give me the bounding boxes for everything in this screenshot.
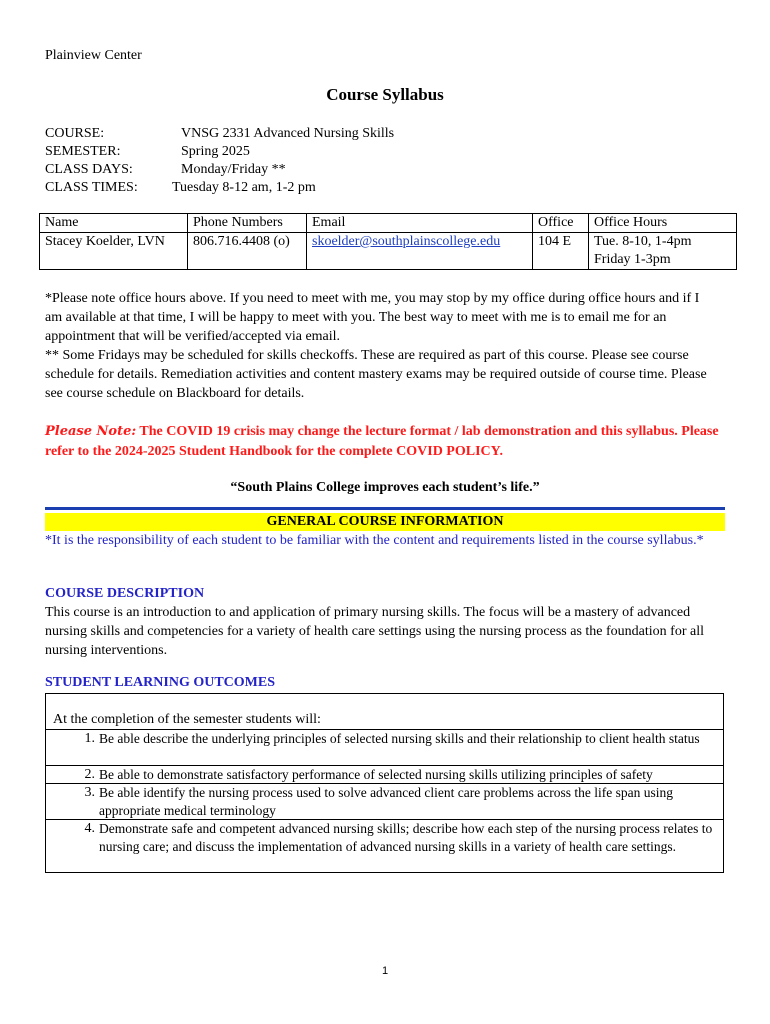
college-motto: “South Plains College improves each student’s life.”: [230, 480, 540, 495]
hours-line-1: Tue. 8-10, 1-4pm: [594, 234, 692, 249]
outcome-number: 3.: [84, 785, 95, 800]
page-title: Course Syllabus: [326, 85, 444, 104]
class-days-label: CLASS DAYS:: [45, 162, 133, 177]
covid-notice: [45, 422, 735, 462]
header-office: Office: [533, 214, 589, 233]
general-info-note: *It is the responsibility of each student to be familiar with the content and requirements listed in the course syllabus.*: [45, 533, 704, 548]
org-name: Plainview Center: [45, 48, 142, 63]
table-header-row: [40, 214, 737, 233]
semester-value: Spring 2025: [181, 144, 250, 159]
outcome-number: 2.: [84, 767, 95, 782]
instructor-email-link[interactable]: skoelder@southplainscollege.edu: [312, 234, 501, 249]
list-item: [45, 729, 724, 765]
course-description-heading: COURSE DESCRIPTION: [45, 586, 205, 601]
table-row: [40, 233, 737, 270]
outcome-number: 1.: [84, 731, 95, 746]
list-item: [45, 783, 724, 819]
class-days-value: Monday/Friday **: [181, 162, 286, 177]
course-value: VNSG 2331 Advanced Nursing Skills: [181, 126, 395, 141]
semester-label: SEMESTER:: [45, 144, 121, 159]
fridays-note: ** Some Fridays may be scheduled for skills checkoffs. These are required as part of this course. Please see course schedule for details. Remediation activities and content mastery exams may be required outside of course time. Please see course schedule on Blackboard for details.: [45, 348, 707, 401]
outcome-number: 4.: [84, 821, 95, 836]
course-label: COURSE:: [45, 126, 105, 141]
section-divider: [45, 507, 725, 510]
outcome-text: Be able to demonstrate satisfactory performance of selected nursing skills utilizing principles of safety: [99, 767, 653, 782]
covid-lead: Please Note:: [45, 424, 137, 439]
list-item: [45, 819, 724, 873]
page-number: 1: [381, 965, 389, 977]
outcome-text: Be able identify the nursing process used to solve advanced client care problems across the life span using appropriate medical terminology: [99, 785, 673, 818]
header-office-hours: Office Hours: [589, 214, 737, 233]
instructor-phone: 806.716.4408 (o): [188, 233, 307, 270]
instructor-name: Stacey Koelder, LVN: [40, 233, 188, 270]
header-phone: Phone Numbers: [188, 214, 307, 233]
contact-table: [39, 213, 737, 270]
list-item: [45, 765, 724, 783]
learning-outcomes-intro: At the completion of the semester students will:: [53, 712, 321, 727]
instructor-office: 104 E: [533, 233, 589, 270]
covid-text: The COVID 19 crisis may change the lecture format / lab demonstration and this syllabus. Please refer to the 2024-2025 Student Handbook for the complete COVID POLICY.: [45, 424, 719, 459]
hours-line-2: Friday 1-3pm: [594, 252, 671, 267]
instructor-email-cell: [307, 233, 533, 270]
office-hours-note: *Please note office hours above. If you need to meet with me, you may stop by my office during office hours and if I am available at that time, I will be happy to meet with you. The best way to meet with me is to email me for an appointment that will be verified/accepted via email.: [45, 291, 700, 344]
outcome-text: Be able describe the underlying principles of selected nursing skills and their relationship to client health status: [99, 731, 700, 746]
learning-outcomes-heading: STUDENT LEARNING OUTCOMES: [45, 675, 276, 690]
instructor-hours: [589, 233, 737, 270]
header-name: Name: [40, 214, 188, 233]
outcome-text: Demonstrate safe and competent advanced nursing skills; describe how each step of the nursing process relates to nursing care; and discuss the implementation of advanced nursing skills in a variety of health care settings.: [99, 821, 713, 854]
class-times-label: CLASS TIMES:: [45, 180, 138, 195]
header-email: Email: [307, 214, 533, 233]
general-info-heading: GENERAL COURSE INFORMATION: [45, 513, 725, 531]
class-times-value: Tuesday 8-12 am, 1-2 pm: [172, 180, 316, 195]
course-description-text: This course is an introduction to and application of primary nursing skills. The focus will be a mastery of advanced nursing skills and competencies for a variety of health care settings using the nursing process as the foundation for all nursing interventions.: [45, 605, 704, 658]
